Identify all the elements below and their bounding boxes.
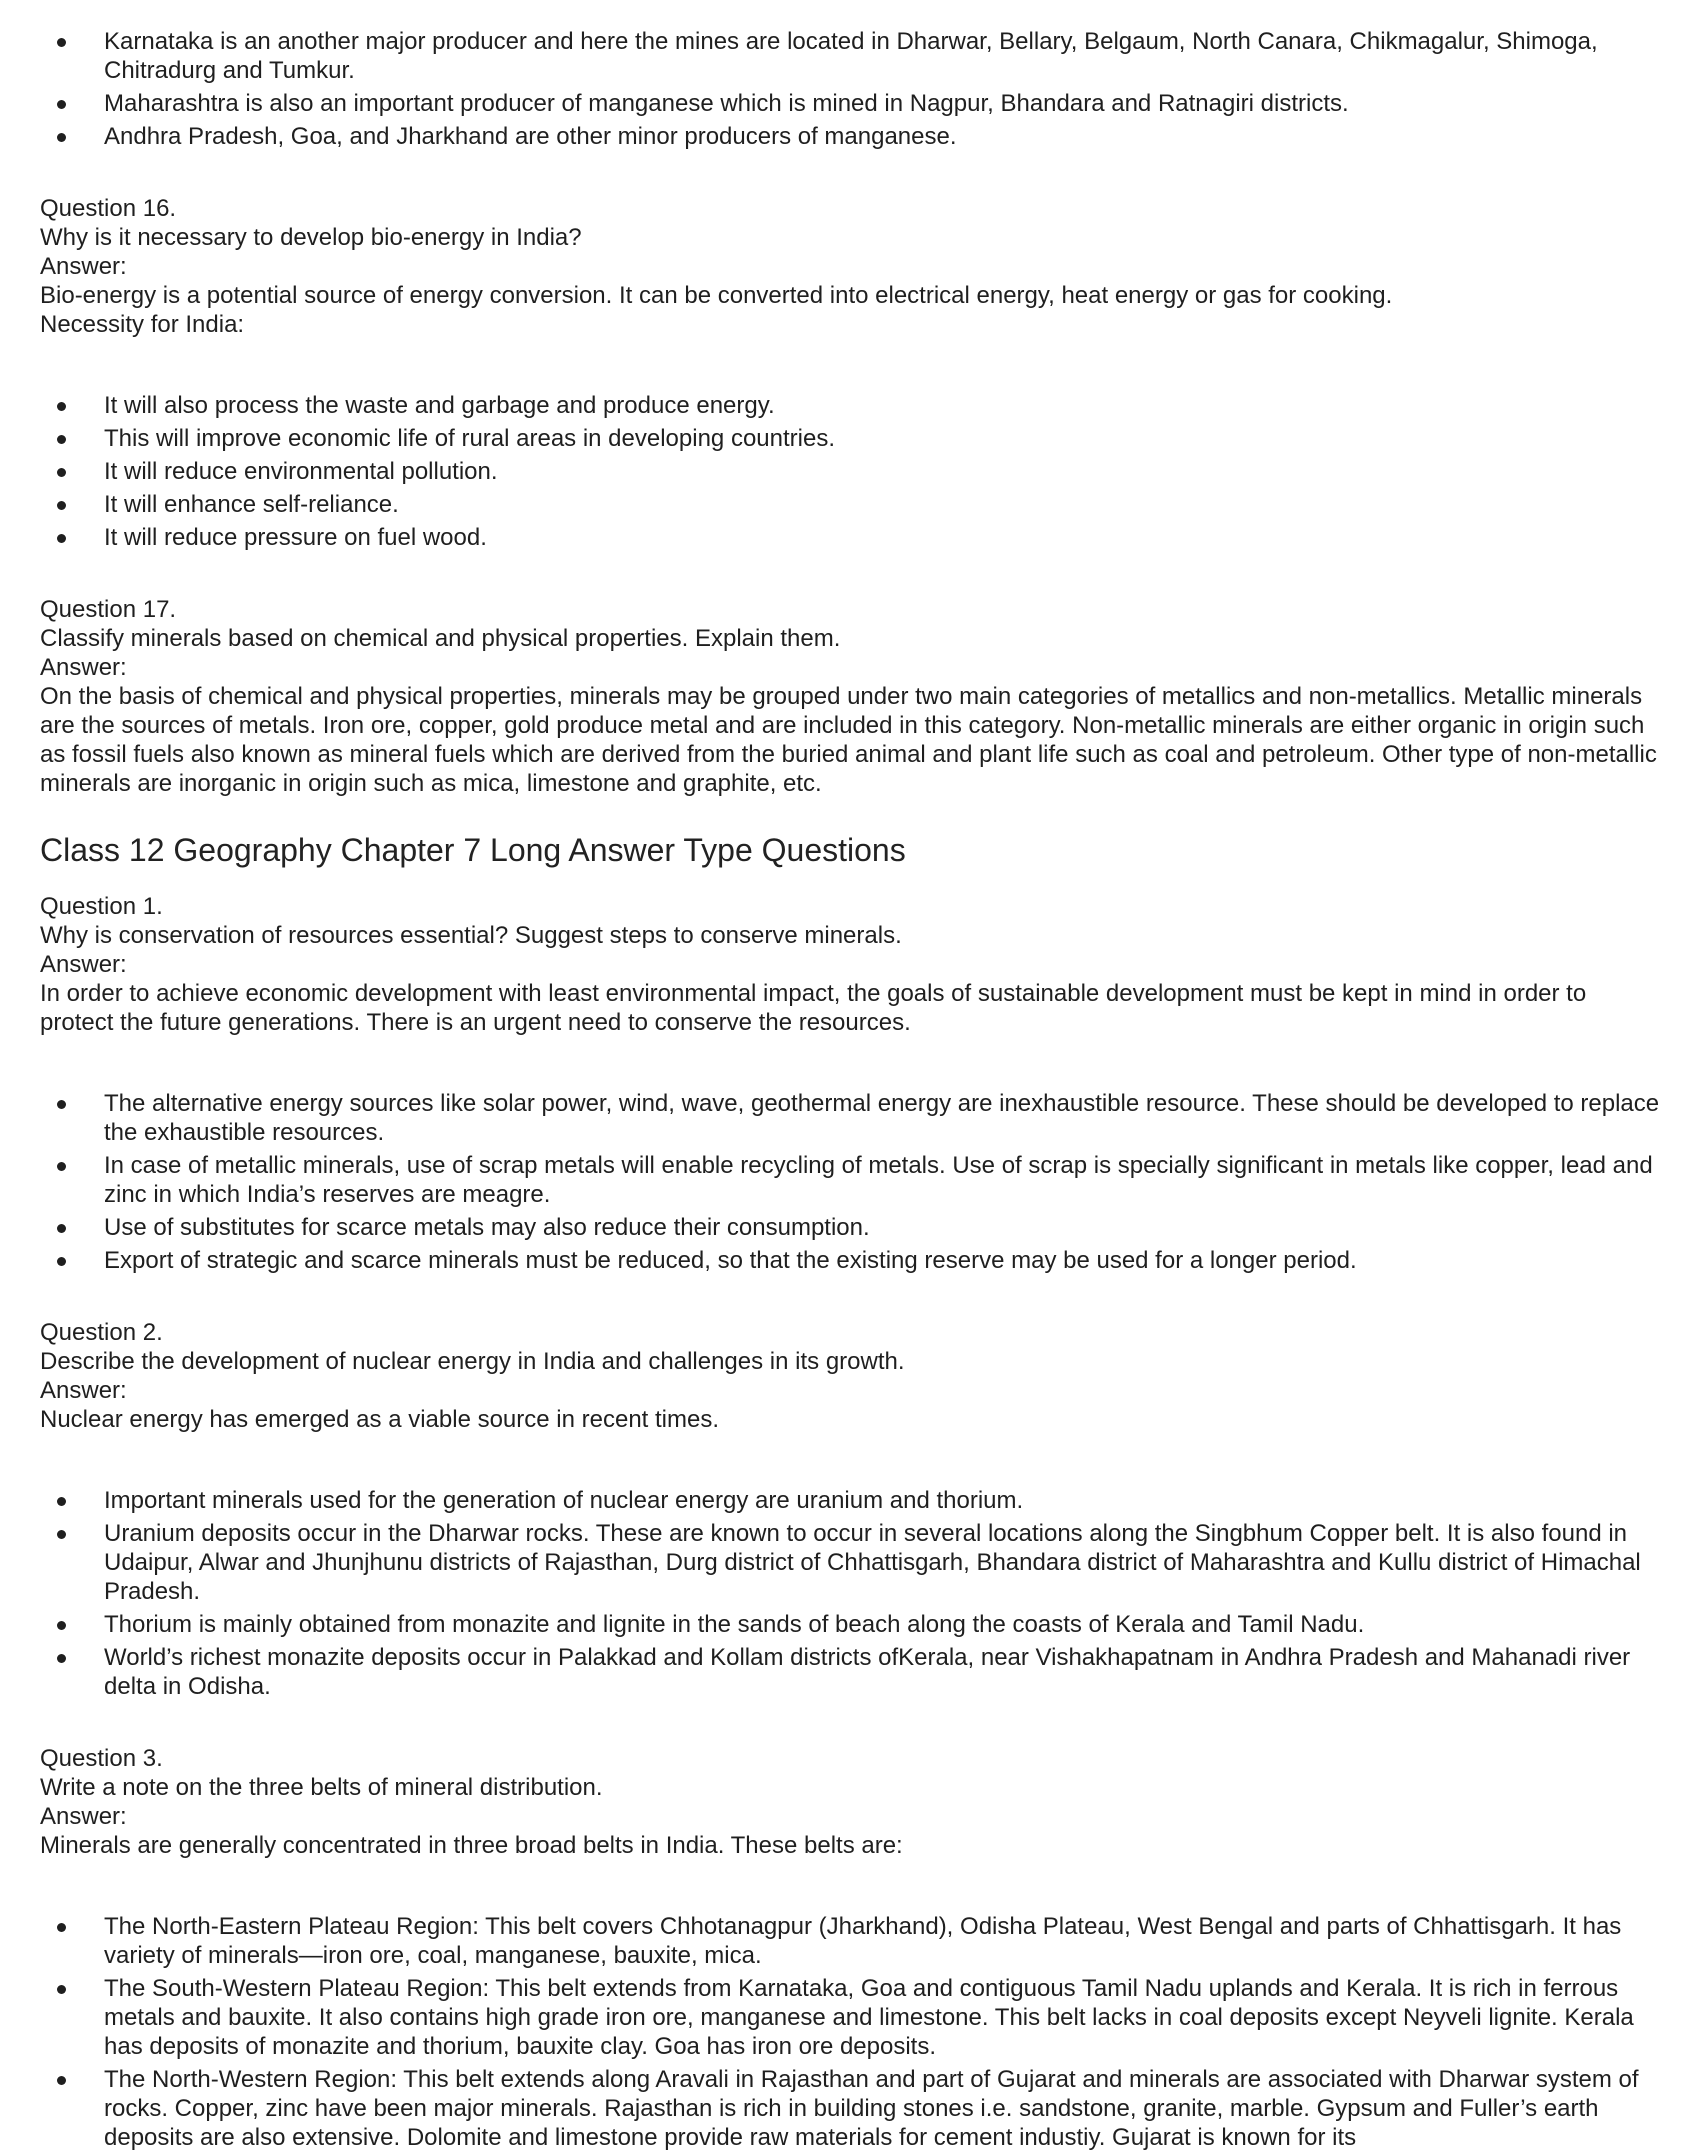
question-text: Classify minerals based on chemical and physical properties. Explain them. — [40, 625, 841, 652]
answer-text: Minerals are generally concentrated in three broad belts in India. These belts are: — [40, 1832, 903, 1859]
list-item: Use of substitutes for scarce metals may also reduce their consumption. — [104, 1213, 1660, 1242]
list-item: It will reduce environmental pollution. — [104, 457, 1660, 486]
list-item: Karnataka is an another major producer and here the mines are located in Dharwar, Bellary, Belgaum, North Canara, Chikmagalur, Shimoga, Chitradurg and Tumkur. — [104, 27, 1660, 85]
lq3-bullet-list — [40, 1912, 1660, 2152]
answer-label: Answer: — [40, 253, 127, 280]
question-16 — [40, 194, 1660, 339]
question-label: Question 1. — [40, 893, 163, 920]
answer-label: Answer: — [40, 1803, 127, 1830]
list-item: In case of metallic minerals, use of scrap metals will enable recycling of metals. Use of scrap is specially significant in metals like copper, lead and zinc in which India’s reserves are meagre. — [104, 1151, 1660, 1209]
list-item: The South-Western Plateau Region: This belt extends from Karnataka, Goa and contiguous Tamil Nadu uplands and Kerala. It is rich in ferrous metals and bauxite. It also contains high grade iron ore, manganese and limestone. This belt lacks in coal deposits except Neyveli lignite. Kerala has deposits of monazite and thorium, bauxite clay. Goa has iron ore deposits. — [104, 1974, 1660, 2061]
list-item: Uranium deposits occur in the Dharwar rocks. These are known to occur in several locations along the Singbhum Copper belt. It is also found in Udaipur, Alwar and Jhunjhunu districts of Rajasthan, Durg district of Chhattisgarh, Bhandara district of Maharashtra and Kullu district of Himachal Pradesh. — [104, 1519, 1660, 1606]
lq2-bullet-list — [40, 1486, 1660, 1701]
long-question-2 — [40, 1318, 1660, 1434]
list-item: This will improve economic life of rural areas in developing countries. — [104, 424, 1660, 453]
list-item: Maharashtra is also an important producer of manganese which is mined in Nagpur, Bhandara and Ratnagiri districts. — [104, 89, 1660, 118]
answer-text: In order to achieve economic development with least environmental impact, the goals of sustainable development must be kept in mind in order to protect the future generations. There is an urgent need to conserve the resources. — [40, 980, 1587, 1036]
list-item: Andhra Pradesh, Goa, and Jharkhand are other minor producers of manganese. — [104, 122, 1660, 151]
answer-subheading: Necessity for India: — [40, 311, 245, 338]
question-label: Question 3. — [40, 1745, 163, 1772]
section-heading: Class 12 Geography Chapter 7 Long Answer Type Questions — [40, 832, 906, 868]
answer-label: Answer: — [40, 1377, 127, 1404]
question-17 — [40, 595, 1660, 798]
list-item: Important minerals used for the generation of nuclear energy are uranium and thorium. — [104, 1486, 1660, 1515]
long-question-3 — [40, 1744, 1660, 1860]
answer-label: Answer: — [40, 654, 127, 681]
question-label: Question 2. — [40, 1319, 163, 1346]
question-label: Question 17. — [40, 596, 177, 623]
list-item: The alternative energy sources like solar power, wind, wave, geothermal energy are inexhaustible resource. These should be developed to replace the exhaustible resources. — [104, 1090, 1660, 1146]
list-item: The North-Western Region: This belt extends along Aravali in Rajasthan and part of Gujarat and minerals are associated with Dharwar system of rocks. Copper, zinc have been major minerals. Rajasthan is rich in building stones i.e. sandstone, granite, marble. Gypsum and Fuller’s earth deposits are also extensive. Dolomite and limestone provide raw materials for cement industiy. Gujarat is known for its — [104, 2065, 1660, 2152]
answer-text: Nuclear energy has emerged as a viable source in recent times. — [40, 1406, 720, 1433]
question-text: Why is conservation of resources essential? Suggest steps to conserve minerals. — [40, 922, 902, 949]
lq1-bullet-list — [40, 1089, 1660, 1275]
list-item: It will also process the waste and garbage and produce energy. — [104, 391, 1660, 420]
intro-bullet-list — [40, 27, 1660, 151]
list-item: Thorium is mainly obtained from monazite and lignite in the sands of beach along the coasts of Kerala and Tamil Nadu. — [104, 1610, 1660, 1639]
list-item: It will reduce pressure on fuel wood. — [104, 523, 1660, 552]
list-item: The North-Eastern Plateau Region: This belt covers Chhotanagpur (Jharkhand), Odisha Plateau, West Bengal and parts of Chhattisgarh. It has variety of minerals—iron ore, coal, manganese, bauxite, mica. — [104, 1912, 1660, 1970]
q16-bullet-list — [40, 391, 1660, 552]
list-item: World’s richest monazite deposits occur in Palakkad and Kollam districts ofKerala, near Vishakhapatnam in Andhra Pradesh and Mahanadi river delta in Odisha. — [104, 1643, 1660, 1701]
question-text: Describe the development of nuclear energy in India and challenges in its growth. — [40, 1348, 905, 1375]
answer-text: On the basis of chemical and physical properties, minerals may be grouped under two main categories of metallics and non-metallics. Metallic minerals are the sources of metals. Iron ore, copper, gold produce metal and are included in this category. Non-metallic minerals are either organic in origin such as fossil fuels also known as mineral fuels which are derived from the buried animal and plant life such as coal and petroleum. Other type of non-metallic minerals are inorganic in origin such as mica, limestone and graphite, etc. — [40, 683, 1657, 797]
answer-text: Bio-energy is a potential source of energy conversion. It can be converted into electrical energy, heat energy or gas for cooking. — [40, 282, 1393, 309]
question-label: Question 16. — [40, 195, 177, 222]
list-item: It will enhance self-reliance. — [104, 490, 1660, 519]
answer-label: Answer: — [40, 951, 127, 978]
question-text: Why is it necessary to develop bio-energy in India? — [40, 224, 582, 251]
long-question-1 — [40, 892, 1660, 1037]
list-item: Export of strategic and scarce minerals must be reduced, so that the existing reserve may be used for a longer period. — [104, 1246, 1660, 1275]
question-text: Write a note on the three belts of mineral distribution. — [40, 1774, 603, 1801]
